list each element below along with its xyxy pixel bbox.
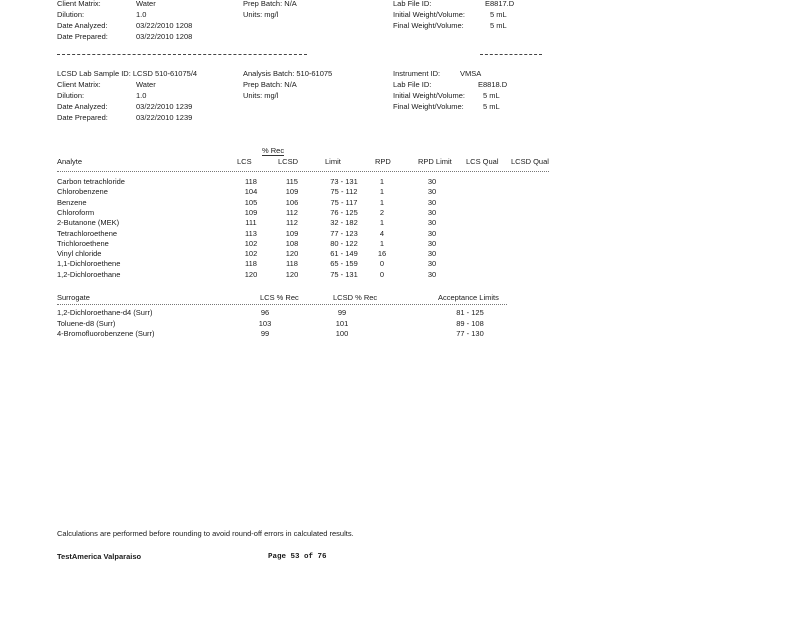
lcs-rec: 103	[258, 318, 272, 328]
page-number: Page 53 of 76	[268, 553, 327, 561]
surrogate-name: Toluene-d8 (Surr)	[57, 318, 116, 328]
lcs-rec: 99	[260, 329, 270, 338]
analyte-name: Chlorobenzene	[57, 187, 108, 197]
section-divider	[57, 54, 307, 55]
lcsd-rec: 120	[285, 249, 299, 259]
date-prepared-value: 03/22/2010 1208	[136, 32, 193, 41]
date-analyzed-label: Date Analyzed:	[57, 21, 108, 30]
rec-limit: 80 - 122	[330, 238, 358, 248]
date-prepared-label: Date Prepared:	[57, 32, 108, 41]
surrogate-name: 4-Bromofluorobenzene (Surr)	[57, 329, 155, 338]
lcsd-rec: 112	[286, 218, 298, 228]
instrument-id-label: Instrument ID:	[393, 69, 441, 78]
column-header: LCS % Rec	[260, 293, 299, 302]
rec-limit: 32 - 182	[330, 218, 358, 228]
final-weight-value: 5 mL	[490, 21, 507, 30]
lcs-rec: 111	[245, 218, 257, 228]
surrogate-name: 1,2-Dichloroethane-d4 (Surr)	[57, 308, 153, 317]
dilution-label: Dilution:	[57, 10, 85, 19]
lcs-rec: 118	[245, 259, 257, 269]
initial-weight-label: Initial Weight/Volume:	[393, 10, 465, 19]
date-analyzed-value: 03/22/2010 1239	[136, 102, 193, 111]
rpd-limit: 30	[427, 197, 437, 207]
rpd: 1	[379, 177, 385, 186]
date-prepared-label: Date Prepared:	[57, 113, 108, 122]
rpd-limit: 30	[427, 218, 437, 228]
column-header: Acceptance Limits	[438, 293, 499, 302]
rpd: 2	[379, 207, 385, 217]
rpd: 1	[379, 187, 385, 197]
final-weight-label: Final Weight/Volume:	[393, 102, 464, 111]
rpd-limit: 30	[427, 177, 437, 186]
lcs-rec: 118	[245, 177, 257, 186]
lcs-rec: 104	[244, 187, 258, 197]
lcsd-rec: 108	[285, 238, 299, 248]
lcs-rec: 105	[244, 197, 258, 207]
column-header: Limit	[325, 157, 341, 166]
column-header: RPD Limit	[418, 157, 452, 166]
dilution-value: 1.0	[136, 10, 147, 19]
lcsd-rec: 106	[285, 197, 299, 207]
dilution-value: 1.0	[136, 91, 147, 100]
lab-file-id-label: Lab File ID:	[393, 0, 432, 8]
lab-file-id-value: E8817.D	[485, 0, 515, 8]
lcsd-rec: 109	[285, 228, 299, 238]
initial-weight-value: 5 mL	[483, 91, 500, 100]
column-header: Analyte	[57, 157, 83, 166]
analyte-name: Tetrachloroethene	[57, 228, 118, 238]
analyte-name: 1,1-Dichloroethene	[57, 259, 121, 269]
final-weight-label: Final Weight/Volume:	[393, 21, 464, 30]
rec-limit: 75 - 131	[330, 269, 358, 279]
analyte-name: Vinyl chloride	[57, 249, 102, 259]
rpd-limit: 30	[427, 238, 437, 248]
final-weight-value: 5 mL	[483, 102, 500, 111]
lcsd-rec: 109	[285, 187, 299, 197]
rec-limit: 76 - 125	[330, 207, 358, 217]
lcsd-sample-id: LCSD Lab Sample ID: LCSD 510-61075/4	[57, 69, 198, 78]
analyte-name: 1,2-Dichloroethane	[57, 269, 121, 279]
column-header: Surrogate	[57, 293, 90, 302]
lcsd-rec: 100	[335, 329, 349, 338]
rpd-limit: 30	[427, 228, 437, 238]
rpd: 16	[377, 249, 387, 259]
rpd: 1	[379, 238, 385, 248]
column-header: LCS Qual	[466, 157, 499, 166]
rpd-limit: 30	[427, 187, 437, 197]
lcsd-rec: 101	[335, 318, 349, 328]
company-name: TestAmerica Valparaiso	[57, 552, 142, 561]
rpd: 0	[379, 259, 385, 269]
acceptance-limits: 81 - 125	[456, 308, 484, 317]
rpd: 0	[379, 269, 385, 279]
header-underline	[57, 304, 507, 305]
rpd-limit: 30	[427, 259, 437, 269]
lcsd-rec: 120	[285, 269, 299, 279]
lab-file-id-label: Lab File ID:	[393, 80, 432, 89]
lcs-rec: 113	[245, 228, 257, 238]
dilution-label: Dilution:	[57, 91, 85, 100]
analysis-batch: Analysis Batch: 510-61075	[243, 69, 333, 78]
rec-limit: 75 - 117	[330, 197, 358, 207]
analyte-name: Carbon tetrachloride	[57, 177, 125, 186]
lcsd-rec: 99	[337, 308, 347, 317]
instrument-id-value: VMSA	[460, 69, 482, 78]
analyte-name: 2-Butanone (MEK)	[57, 218, 120, 228]
rec-limit: 75 - 112	[330, 187, 358, 197]
lcs-rec: 109	[244, 207, 258, 217]
rec-limit: 65 - 159	[330, 259, 358, 269]
acceptance-limits: 77 - 130	[456, 329, 484, 338]
prep-batch: Prep Batch: N/A	[243, 80, 297, 89]
lab-file-id-value: E8818.D	[478, 80, 508, 89]
lcs-rec: 96	[260, 308, 270, 317]
column-header: RPD	[375, 157, 391, 166]
units: Units: mg/l	[243, 91, 279, 100]
lcs-rec: 102	[244, 249, 258, 259]
date-analyzed-label: Date Analyzed:	[57, 102, 108, 111]
client-matrix-value: Water	[136, 80, 156, 89]
lcsd-rec: 118	[286, 259, 298, 269]
rpd-limit: 30	[427, 269, 437, 279]
rpd-limit: 30	[427, 207, 437, 217]
rec-limit: 73 - 131	[330, 177, 358, 186]
date-prepared-value: 03/22/2010 1239	[136, 113, 193, 122]
analyte-name: Trichloroethene	[57, 238, 109, 248]
lcs-rec: 120	[244, 269, 258, 279]
calculation-note: Calculations are performed before rounding to avoid round-off errors in calculated results.	[57, 529, 354, 538]
client-matrix-label: Client Matrix:	[57, 80, 101, 89]
client-matrix-value: Water	[136, 0, 156, 8]
prep-batch: Prep Batch: N/A	[243, 0, 297, 8]
rpd: 1	[379, 197, 385, 207]
lcs-rec: 102	[244, 238, 258, 248]
rec-group-header: % Rec	[262, 146, 285, 155]
rpd: 4	[379, 228, 385, 238]
column-header: LCSD	[278, 157, 299, 166]
units: Units: mg/l	[243, 10, 279, 19]
rpd: 1	[379, 218, 385, 228]
client-matrix-label: Client Matrix:	[57, 0, 101, 8]
date-analyzed-value: 03/22/2010 1208	[136, 21, 193, 30]
lcsd-rec: 115	[286, 177, 298, 186]
column-header: LCSD % Rec	[333, 293, 378, 302]
lcsd-rec: 112	[286, 207, 298, 217]
rec-limit: 77 - 123	[330, 228, 358, 238]
header-underline	[57, 171, 549, 172]
initial-weight-value: 5 mL	[490, 10, 507, 19]
analyte-name: Benzene	[57, 197, 87, 207]
acceptance-limits: 89 - 108	[456, 318, 484, 328]
column-header: LCS	[237, 157, 252, 166]
column-header: LCSD Qual	[511, 157, 549, 166]
rec-limit: 61 - 149	[330, 249, 358, 259]
analyte-name: Chloroform	[57, 207, 95, 217]
initial-weight-label: Initial Weight/Volume:	[393, 91, 465, 100]
rpd-limit: 30	[427, 249, 437, 259]
section-divider	[480, 54, 542, 55]
